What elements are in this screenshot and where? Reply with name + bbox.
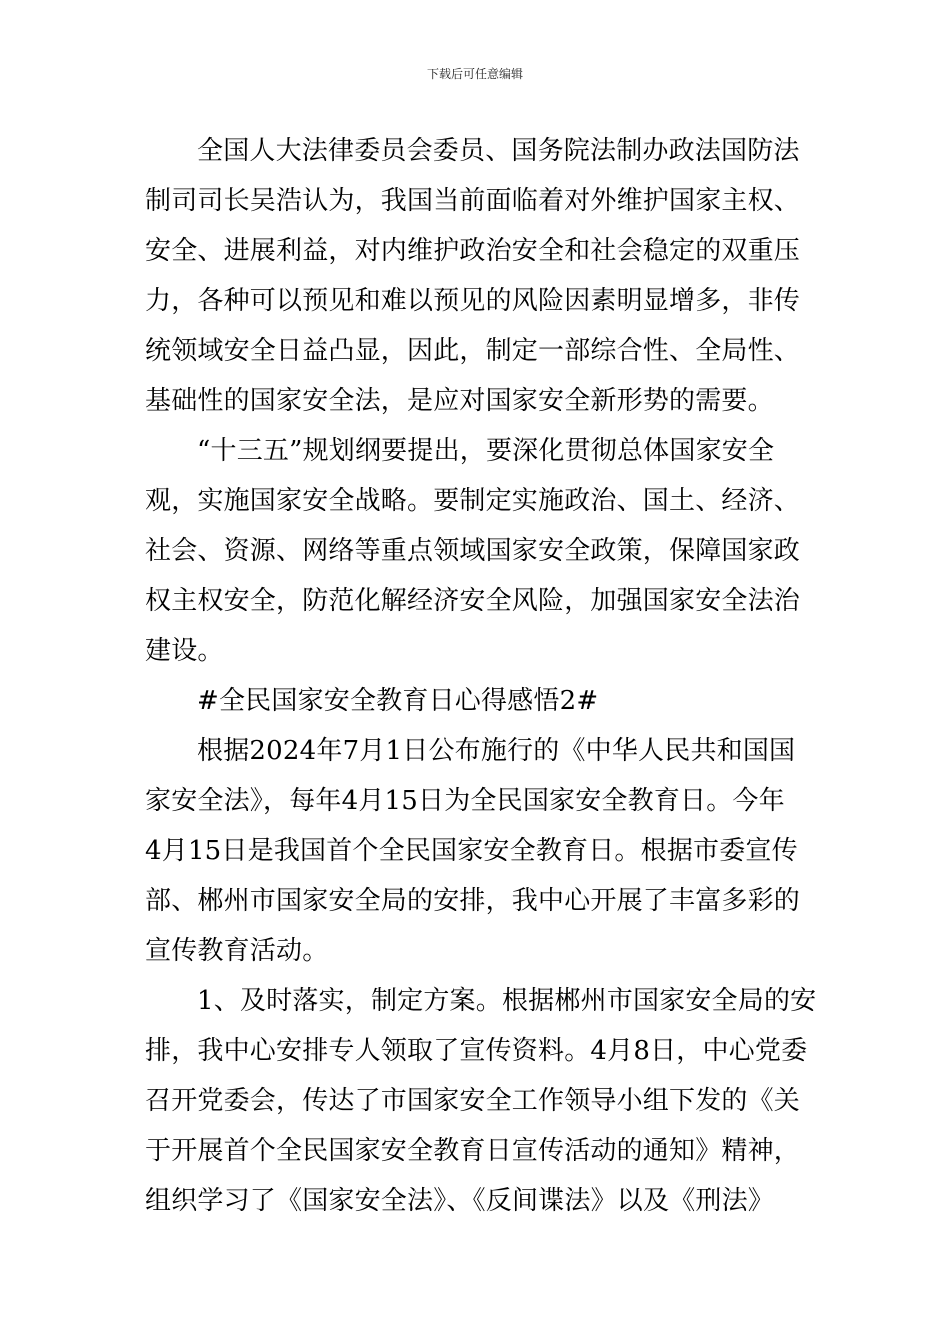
text-line: 基础性的国家安全法，是应对国家安全新形势的需要。 (145, 386, 774, 416)
text-line: 安全、进展利益，对内维护政治安全和社会稳定的双重压 (145, 236, 801, 266)
text-line: 制司司长吴浩认为，我国当前面临着对外维护国家主权、 (145, 186, 801, 216)
text-line: 力，各种可以预见和难以预见的风险因素明显增多，非传 (145, 286, 801, 316)
text-line: 宣传教育活动。 (145, 936, 329, 966)
text-line: 建设。 (145, 636, 224, 666)
text-line: 观，实施国家安全战略。要制定实施政治、国土、经济、 (145, 486, 801, 516)
paragraph (145, 426, 805, 676)
text-line: “十三五”规划纲要提出，要深化贯彻总体国家安全 (197, 436, 775, 466)
paragraph (145, 976, 817, 1226)
text-line: 社会、资源、网络等重点领域国家安全政策，保障国家政 (145, 536, 801, 566)
text-line: 部、郴州市国家安全局的安排，我中心开展了丰富多彩的 (145, 886, 801, 916)
text-line: 4月15日是我国首个全民国家安全教育日。根据市委宣传 (145, 836, 798, 866)
text-line: 于开展首个全民国家安全教育日宣传活动的通知》精神， (145, 1136, 801, 1166)
text-line: 1、及时落实，制定方案。根据郴州市国家安全局的安 (197, 986, 817, 1016)
document-body (145, 126, 817, 1226)
text-line: 根据2024年7月1日公布施行的《中华人民共和国国 (197, 736, 796, 766)
text-line: 排，我中心安排专人领取了宣传资料。4月8日，中心党委 (145, 1036, 808, 1066)
header-note: 下载后可任意编辑 (426, 67, 523, 81)
text-line: 权主权安全，防范化解经济安全风险，加强国家安全法治 (145, 586, 801, 616)
paragraph (145, 126, 805, 426)
heading-line: #全民国家安全教育日心得感悟2# (197, 686, 599, 716)
text-line: 全国人大法律委员会委员、国务院法制办政法国防法 (197, 136, 800, 166)
text-line: 组织学习了《国家安全法》、《反间谍法》以及《刑法》 (145, 1186, 775, 1216)
paragraph (145, 726, 805, 976)
text-line: 家安全法》，每年4月15日为全民国家安全教育日。今年 (145, 786, 785, 816)
section-heading (145, 676, 805, 726)
text-line: 召开党委会，传达了市国家安全工作领导小组下发的《关 (145, 1086, 801, 1116)
text-line: 统领域安全日益凸显，因此，制定一部综合性、全局性、 (145, 336, 801, 366)
